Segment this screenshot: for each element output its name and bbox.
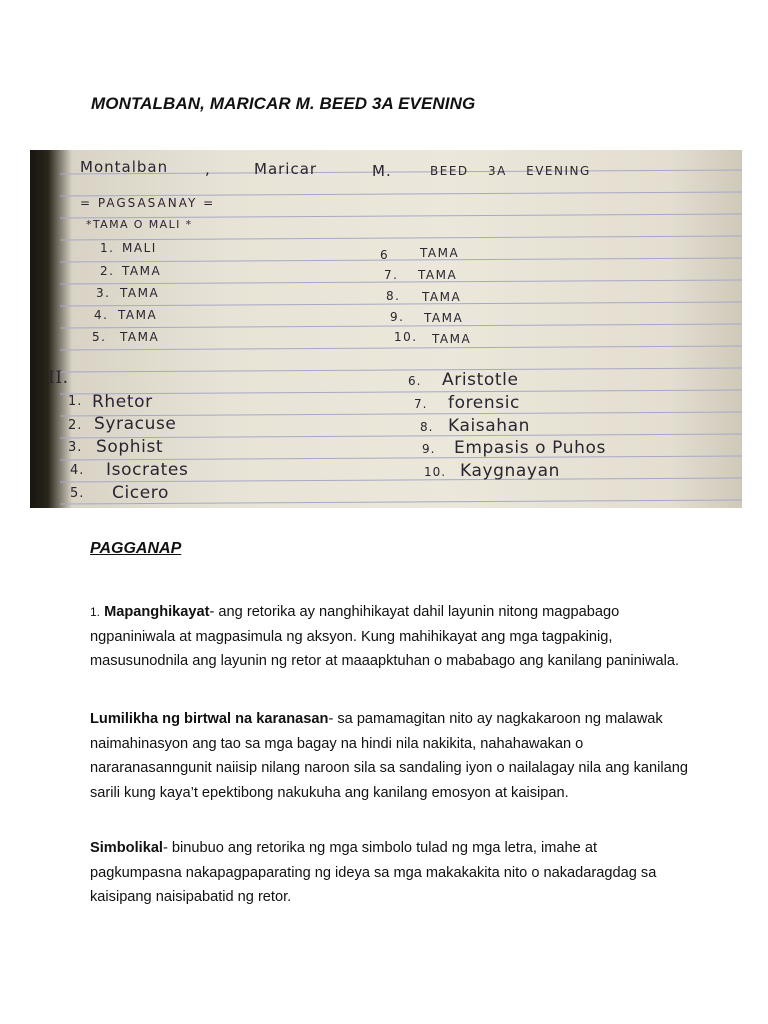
hw-middle-initial: M. — [372, 162, 392, 180]
hw-item-answer: TAMA — [120, 286, 160, 300]
hw-part2-label: II. — [48, 368, 69, 388]
hw-item-number: 7. — [384, 268, 399, 282]
hw-item-number: 8. — [386, 289, 401, 303]
hw-item-number: 3. — [68, 440, 83, 455]
hw-item-number: 10. — [394, 330, 418, 344]
section-heading: PAGGANAP — [90, 540, 182, 557]
hw-item-answer: TAMA — [424, 311, 464, 325]
paragraph-birtwal-na-karanasan — [90, 707, 690, 805]
hw-comma: , — [205, 160, 211, 178]
hw-item-answer: Cicero — [112, 483, 170, 503]
paragraph-text: - ang retorika ay nanghihikayat dahil layunin nitong magpabago ngpaniniwala at magpasimula ng aksyon. Kung mahihikayat ang mga tagpakinig, masusunodnila ang layunin ng retor at maaapktuhan o mababago ang kanilang paniniwala. — [90, 604, 680, 669]
hw-item-number: 1. — [100, 241, 115, 255]
hw-item-answer: TAMA — [422, 290, 462, 304]
paragraph-simbolikal — [90, 836, 690, 910]
hw-item-number: 6 — [380, 248, 390, 262]
hw-item-number: 10. — [424, 465, 447, 479]
paragraph-text: - sa pamamagitan nito ay nagkakaroon ng malawak naimahinasyon ang tao sa mga bagay na hindi nila nakikita, nahahawakan o nararanasanngunit naiisip nilang naroon sila sa sandaling iyon o nailalagay nila ang kanilang sarili kung kaya’t epektibong nakukuha ang kanilang emosyon at kaisipan. — [90, 711, 688, 801]
handwritten-answer-photo — [30, 150, 742, 508]
page-title: MONTALBAN, MARICAR M. BEED 3A EVENING — [91, 94, 476, 113]
hw-item-answer: MALI — [122, 241, 157, 255]
hw-item-number: 2. — [68, 418, 83, 433]
hw-item-number: 9. — [390, 310, 405, 324]
hw-item-number: 5. — [70, 486, 85, 501]
hw-item-number: 4. — [70, 463, 85, 478]
hw-title: = PAGSASANAY = — [80, 196, 216, 210]
paragraph-term: Mapanghikayat — [104, 604, 210, 620]
hw-item-answer: Kaygnayan — [460, 461, 560, 481]
hw-item-answer: forensic — [448, 393, 520, 413]
hw-item-number: 6. — [408, 374, 422, 388]
hw-item-number: 9. — [422, 442, 436, 456]
hw-item-answer: Empasis o Puhos — [454, 438, 606, 458]
hw-item-answer: TAMA — [122, 264, 162, 278]
paragraph-mapanghikayat — [90, 600, 690, 674]
hw-item-number: 3. — [96, 286, 111, 300]
paragraph-number: 1. — [90, 605, 101, 619]
hw-item-number: 1. — [68, 394, 83, 409]
hw-item-answer: TAMA — [118, 308, 158, 322]
paragraph-term: Simbolikal — [90, 840, 163, 856]
hw-item-answer: TAMA — [420, 246, 460, 260]
hw-subtitle: *TAMA O MALI * — [86, 218, 193, 231]
hw-item-answer: Aristotle — [442, 370, 519, 390]
hw-section: BEED 3A EVENING — [430, 164, 591, 178]
hw-item-number: 2. — [100, 264, 115, 278]
hw-item-number: 4. — [94, 308, 109, 322]
hw-item-answer: Rhetor — [92, 392, 153, 412]
paragraph-text: - binubuo ang retorika ng mga simbolo tulad ng mga letra, imahe at pagkumpasna nakapagpaparating ng ideya sa mga makakakita nito o nakadaragdag sa kaisipang naisipabatid ng retor. — [90, 840, 657, 905]
hw-item-answer: Syracuse — [94, 414, 177, 434]
paragraph-term: Lumilikha ng birtwal na karanasan — [90, 711, 329, 727]
hw-item-answer: TAMA — [120, 330, 160, 344]
hw-item-answer: Sophist — [96, 437, 164, 457]
hw-item-number: 8. — [420, 420, 434, 434]
hw-item-number: 7. — [414, 397, 428, 411]
hw-surname: Montalban — [80, 158, 169, 176]
hw-item-answer: Kaisahan — [448, 416, 531, 436]
hw-item-number: 5. — [92, 330, 107, 344]
hw-item-answer: TAMA — [418, 268, 458, 282]
hw-item-answer: Isocrates — [106, 460, 189, 480]
hw-given-name: Maricar — [254, 160, 318, 178]
hw-item-answer: TAMA — [432, 332, 472, 346]
